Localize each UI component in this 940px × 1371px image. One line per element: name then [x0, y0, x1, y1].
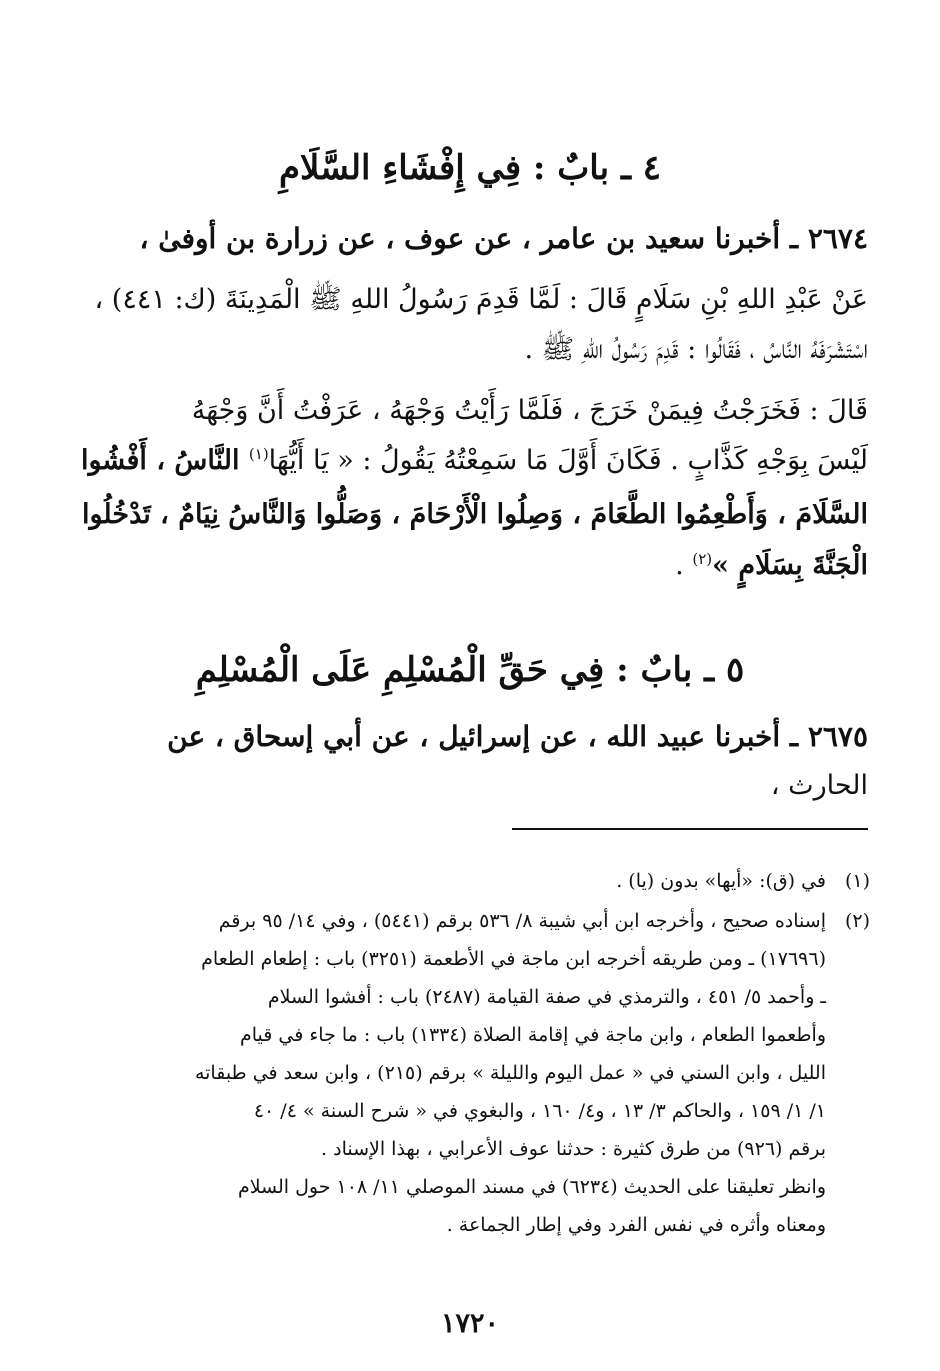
- hadith-2675-line-2: الحارث ،: [770, 770, 868, 801]
- footnote-2-line-3: ـ وأحمد ٥/ ٤٥١ ، والترمذي في صفة القيامة (٢٤٨٧) باب : أفشوا السلام: [267, 986, 826, 1008]
- hadith-chain-text: ـ أخبرنا عبيد الله ، عن إسرائيل ، عن أبي إسحاق ، عن: [167, 720, 808, 753]
- footnote-text: في (ق): «أيها» بدون (يا) .: [616, 870, 826, 892]
- hadith-2674-text-line-6: [80, 550, 868, 581]
- hadith-2674-text-line-2: اسْتَشْرَفَهُ النَّاسُ ، فَقَالُوا : قَدِمَ رَسُولُ اللهِ ﷺ .: [524, 334, 868, 365]
- hadith-2674-text-line-4: [80, 445, 868, 476]
- footnote-text: إسناده صحيح ، وأخرجه ابن أبي شيبة ٨/ ٥٣٦ برقم (٥٤٤١) ، وفي ١٤/ ٩٥ برقم: [218, 910, 826, 932]
- footnote-2-line-6: ١/ ١/ ١٥٩ ، والحاكم ٣/ ١٣ ، و٤/ ١٦٠ ، والبغوي في « شرح السنة » ٤/ ٤٠: [253, 1100, 826, 1122]
- footnote-divider: [512, 828, 868, 830]
- hadith-2674-text-line-5: السَّلَامَ ، وَأَطْعِمُوا الطَّعَامَ ، وَصِلُوا الْأَرْحَامَ ، وَصَلُّوا وَالنَّاسُ نِيَامٌ ، تَدْخُلُوا: [81, 499, 868, 530]
- footnote-ref-1: (١): [248, 445, 269, 463]
- hadith-number: ٢٦٧٤: [807, 222, 868, 255]
- footnote-ref-2: (٢): [692, 550, 713, 568]
- footnote-2-line-4: وأطعموا الطعام ، وابن ماجة في إقامة الصلاة (١٣٣٤) باب : ما جاء في قيام: [239, 1024, 826, 1046]
- hadith-chain-text: ـ أخبرنا سعيد بن عامر ، عن عوف ، عن زرارة بن أوفىٰ ،: [139, 222, 808, 255]
- footnote-2-line-7: برقم (٩٢٦) من طرق كثيرة : حدثنا عوف الأعرابي ، بهذا الإسناد .: [321, 1138, 826, 1160]
- hadith-2675-chain: [80, 720, 868, 753]
- footnote-number: (١): [844, 870, 870, 892]
- section-4-title: ٤ ـ بابٌ : فِي إِفْشَاءِ السَّلَامِ: [278, 148, 662, 188]
- page-number: ١٧٢٠: [440, 1308, 499, 1339]
- text-segment-bold: الْجَنَّةَ بِسَلَامٍ »: [712, 550, 868, 581]
- footnote-2-line-1: [100, 910, 870, 932]
- hadith-2674-text-line-3: قَالَ : فَخَرَجْتُ فِيمَنْ خَرَجَ ، فَلَمَّا رَأَيْتُ وَجْهَهُ ، عَرَفْتُ أَنَّ وَجْهَهُ: [191, 395, 868, 426]
- hadith-2674-text-line-1: عَنْ عَبْدِ اللهِ بْنِ سَلَامٍ قَالَ : لَمَّا قَدِمَ رَسُولُ اللهِ ﷺ الْمَدِينَةَ (ك: ٤٤١) ،: [94, 284, 868, 315]
- hadith-number: ٢٦٧٥: [807, 720, 868, 753]
- footnote-2-line-5: الليل ، وابن السني في « عمل اليوم والليلة » برقم (٢١٥) ، وابن سعد في طبقاته: [194, 1062, 826, 1084]
- section-5-title: ٥ ـ بابٌ : فِي حَقِّ الْمُسْلِمِ عَلَى الْمُسْلِمِ: [195, 650, 745, 690]
- footnote-2-line-2: (١٧٦٩٦) ـ ومن طريقه أخرجه ابن ماجة في الأطعمة (٣٢٥١) باب : إطعام الطعام: [201, 948, 826, 970]
- footnote-2-line-9: ومعناه وأثره في نفس الفرد وفي إطار الجماعة .: [446, 1214, 826, 1236]
- text-segment-bold: النَّاسُ ، أَفْشُوا: [80, 445, 249, 476]
- hadith-2674-chain: [80, 222, 868, 255]
- footnote-number: (٢): [844, 910, 870, 932]
- text-segment: .: [675, 550, 693, 581]
- text-segment: لَيْسَ بِوَجْهِ كَذَّابٍ . فَكَانَ أَوَّلَ مَا سَمِعْتُهُ يَقُولُ : « يَا أَيُّهَا: [268, 445, 868, 476]
- footnote-1: [100, 870, 870, 892]
- footnote-2-line-8: وانظر تعليقنا على الحديث (٦٢٣٤) في مسند الموصلي ١١/ ١٠٨ حول السلام: [237, 1176, 826, 1198]
